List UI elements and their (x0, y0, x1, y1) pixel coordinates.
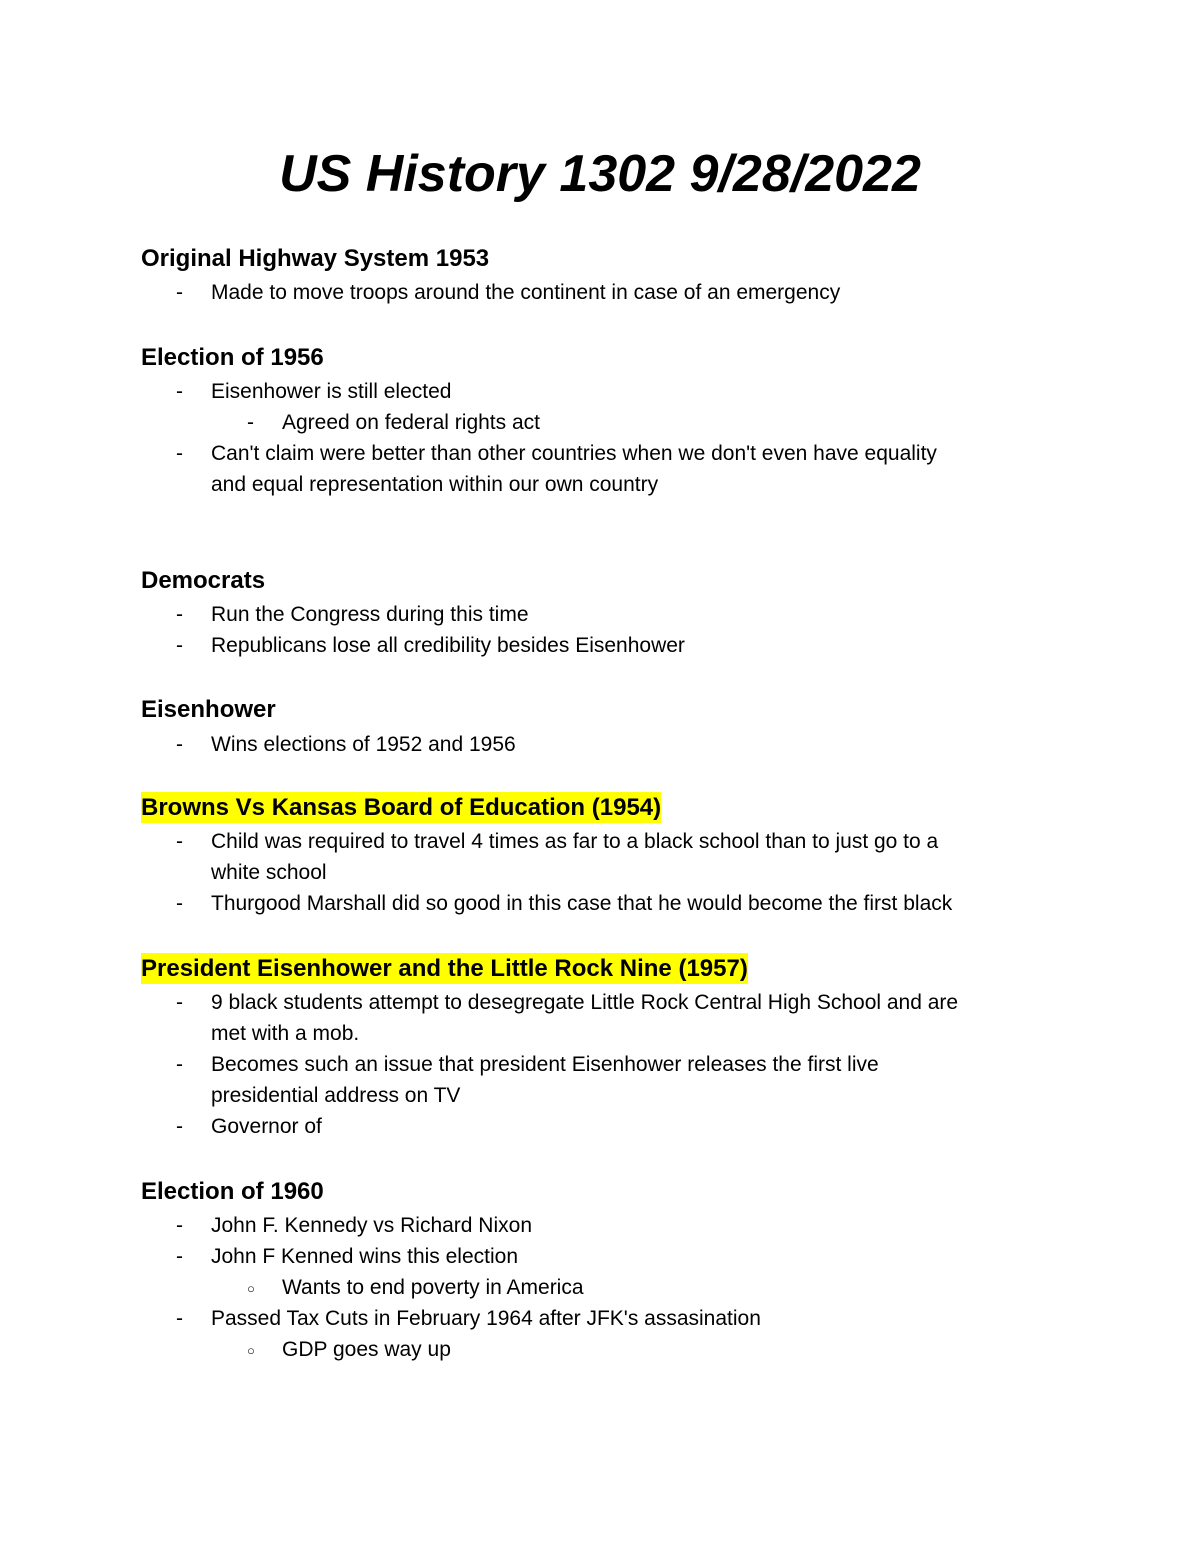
document-title: US History 1302 9/28/2022 (279, 145, 921, 203)
bullet-text: Thurgood Marshall did so good in this case that he would become the first black (211, 892, 953, 915)
dash-bullet-icon: - (176, 830, 183, 853)
bullet-text: John F. Kennedy vs Richard Nixon (211, 1214, 532, 1237)
dash-bullet-icon: - (176, 1214, 183, 1237)
bullet-text: Becomes such an issue that president Eisenhower releases the first live (211, 1053, 879, 1076)
bullet-continuation: white school (211, 861, 327, 884)
bullet-text: John F Kenned wins this election (211, 1245, 519, 1268)
dash-bullet-icon: - (176, 380, 183, 403)
bullet-text: Agreed on federal rights act (282, 411, 540, 434)
bullet-text: Wants to end poverty in America (282, 1276, 584, 1299)
dash-bullet-icon: - (176, 1053, 183, 1076)
circle-bullet-icon: ○ (247, 1281, 255, 1296)
dash-bullet-icon: - (176, 1245, 183, 1268)
bullet-text: GDP goes way up (282, 1338, 451, 1361)
dash-bullet-icon: - (247, 411, 254, 434)
bullet-text: 9 black students attempt to desegregate Little Rock Central High School and are (211, 991, 959, 1014)
bullet-text: Eisenhower is still elected (211, 380, 452, 403)
section-heading: Election of 1956 (141, 344, 324, 371)
section-heading: Democrats (141, 567, 266, 594)
bullet-text: Made to move troops around the continent in case of an emergency (211, 281, 841, 304)
bullet-text: Passed Tax Cuts in February 1964 after JFK's assasination (211, 1307, 761, 1330)
bullet-text: Child was required to travel 4 times as far to a black school than to just go to a (211, 830, 939, 853)
bullet-text: Governor of (211, 1115, 322, 1138)
section-heading: Eisenhower (141, 696, 276, 723)
dash-bullet-icon: - (176, 1307, 183, 1330)
dash-bullet-icon: - (176, 634, 183, 657)
dash-bullet-icon: - (176, 991, 183, 1014)
bullet-text: Wins elections of 1952 and 1956 (211, 733, 516, 756)
dash-bullet-icon: - (176, 892, 183, 915)
section-heading: Election of 1960 (141, 1178, 324, 1205)
bullet-text: Republicans lose all credibility besides Eisenhower (211, 634, 685, 657)
section-heading-highlighted: President Eisenhower and the Little Rock Nine (1957) (141, 955, 748, 982)
dash-bullet-icon: - (176, 281, 183, 304)
dash-bullet-icon: - (176, 1115, 183, 1138)
bullet-continuation: met with a mob. (211, 1022, 360, 1045)
section-heading-highlighted: Browns Vs Kansas Board of Education (1954) (141, 794, 662, 821)
bullet-text: Can't claim were better than other countries when we don't even have equality (211, 442, 937, 465)
circle-bullet-icon: ○ (247, 1343, 255, 1358)
bullet-text: Run the Congress during this time (211, 603, 529, 626)
dash-bullet-icon: - (176, 733, 183, 756)
bullet-continuation: and equal representation within our own country (211, 473, 659, 496)
bullet-continuation: presidential address on TV (211, 1084, 461, 1107)
section-heading: Original Highway System 1953 (141, 245, 490, 272)
dash-bullet-icon: - (176, 442, 183, 465)
dash-bullet-icon: - (176, 603, 183, 626)
